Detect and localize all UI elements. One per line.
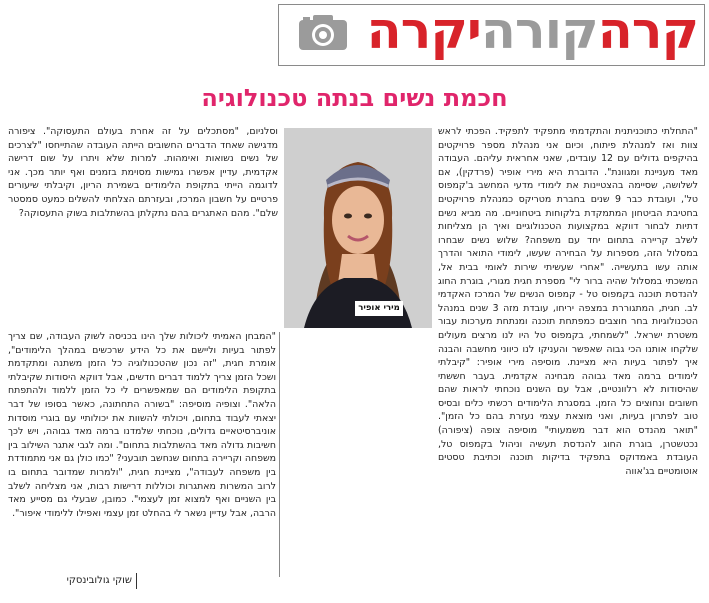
article-column-right bbox=[438, 125, 698, 600]
masthead bbox=[278, 4, 705, 66]
brand-part-1: קרה bbox=[597, 2, 698, 61]
camera-icon bbox=[297, 12, 349, 52]
article-column-left-top bbox=[8, 125, 278, 325]
article-byline: שוקי גולובינסקי bbox=[12, 573, 137, 589]
article-text-right: "התחלתי כתוכניתנית והתקדמתי מתפקיד לתפקיד. הפכתי לראש צוות ואז למנהלת פיתוח, וכיום אני מנהלת מספר פרויקטים בהיקפים גדולים עם 12 עובדים, שאני אחראית עליהם. העבודה מאד מעניינת ומגוונת". הדוברת היא מירי אופיר (פרדקין), אם לשלושה, שסיימה בהצטיינות את לימודי מדעי המחשב ב'קמפוס טל', ועובדת כבר 9 שנים בחברת מטריקס כמנהלת פרויקטים בחטיבת הביטחון המתמקדת בלקוחות ביטחוניים. מה מביא נשים דתיות לבחור דווקא במקצועות הטכנולוגיים ואיך הן מצליחות לשלב קריירה בתחום יחד עם משפחה? שלוש נשים שבחרו במסלול הזה, מספרות על הבחירה שעשו, לימודי התואר והדרך אותה עשו בתעשייה. "אחרי שעשיתי שירות לאומי בבית אל, המשכתי במסלול שהיה ברור לי" מספרת חגית מגורי, בוגרת החוג להנדסת תוכנה בקמפוס טל - קמפוס הנשים של המרכז האקדמי לב. חגית, המתגוררת במצפה יריחו, עובדת מזה 3 שנים במנהל הטכנולוגיות בחר חוצבים כמפתחת תוכנה ומנתחת מערכות עבור משטרת ישראל. "לשמחתי, בקמפוס טל היו לנו מרצים מעולים שלקחו אותנו הכי גבוה שאפשר והעניקו לנו כיווני מחשבה והבנה איך לפתור בעיות היא מציינת. מוסיפה מירי אופיר: "קיבלתי לימודים ברמה מאד גבוהה מבחינה אקדמית. בעבר חששתי שהיסודות לא רלוונטיים, אבל עם השנים נוכחתי לראות שהם חשובים ונחוצים כל הזמן. במסגרת הלימודים רכשתי כלים ובסיס טוב לפתרון בעיות, ואני מוצאת עצמי נעזרת בהם כל הזמן". "תואר מהנדס הוא דבר משמעותי" מוסיפה צופה (ציפורה) נכטשטרן, בוגרת החוג להנדסת תעשיה וניהול בקמפוס טל, העובדת באמדוקס בתפקיד בדיקות תוכנה וכתיבת טסטים אוטומטיים בג'אווה bbox=[438, 126, 698, 477]
column-divider bbox=[279, 332, 280, 577]
article-text-left-top: וסלניום, "מסתכלים על זה אחרת בעולם התעסוקה". ציפורה מדגישה שאחד הדברים החשובים הייתה העובדה שהתייחסו "לצרכים של נשים נשואות ואימהות. למרות שלא ויתרו על שום דרישה אקדמית, עדיין אפשרו גמישות מסוימת בזמנים ואף יותר מכך. אני לדוגמה הייתי בתקופת הלימודים בשמירת הריון, וקיבלתי שיעורים פרטיים על חשבון המרכז, ובעזרתם הצלחתי להשלים כמעט סמסטר שלם". מהם האתגרים בהם נתקלתן בהשתלבות בשוק התעסוקה? bbox=[8, 126, 278, 219]
brand-part-2: קורה bbox=[480, 2, 598, 61]
article-column-left-bottom bbox=[8, 330, 276, 572]
brand-part-3: יקרה bbox=[366, 2, 481, 61]
article-text-left-bottom: "המבחן האמיתי ליכולות שלך הינו בכניסה לשוק העבודה, שם צריך לפתור בעיות וליישם את כל הידע שרכשים במהלך הלימודים", אומרת חגית, "זה נכון שהטכנולוגיה כל הזמן משתנה ומתקדמת ושכל הזמן צריך ללמוד דברים חדשים, אבל דווקא היסודות שקיבלתי בתקופת הלימודים הם שמאפשרים לי כל הזמן ללמוד ולהתפתח הלאה". וצופיה מוסיפה: "בשורה התחתונה, כאשר בסופו של דבר יצאתי לעבוד בתחום, ויכולתי להשוות את יכולותיי עם בוגרי מוסדות אוניברסיטאיים גדולים, נוכחתי שלמדנו ברמה מאד גבוהה, ויש לכך חשיבות גדולה מאד בהשתלבות בתחום". ומה לגבי אתגר השילוב בין משפחה וקריירה בתחום שנחשב תובעני? "כמו כולן גם אני מתמודדת בין משפחה לעבודה", מציינת חגית, "ולמרות שמדובר בתחום בו לרוב המשרות מאתגרות וכוללות דרישות רבות, אני מצליחה לשלב בין השניים ואף למצוא זמן לעצמי". כמובן, שבעלי גם מסייע מאד הרבה, אבל עדיין נשאר לי בהחלט זמן עצמי ואפילו ללימודי איפור". bbox=[8, 331, 276, 519]
portrait-illustration bbox=[284, 128, 432, 328]
article-headline: חכמת נשים בנתה טכנולוגיה bbox=[201, 84, 508, 112]
photo-caption: מירי אופיר bbox=[355, 301, 403, 316]
masthead-brand bbox=[367, 1, 698, 63]
portrait-photo bbox=[284, 128, 432, 328]
